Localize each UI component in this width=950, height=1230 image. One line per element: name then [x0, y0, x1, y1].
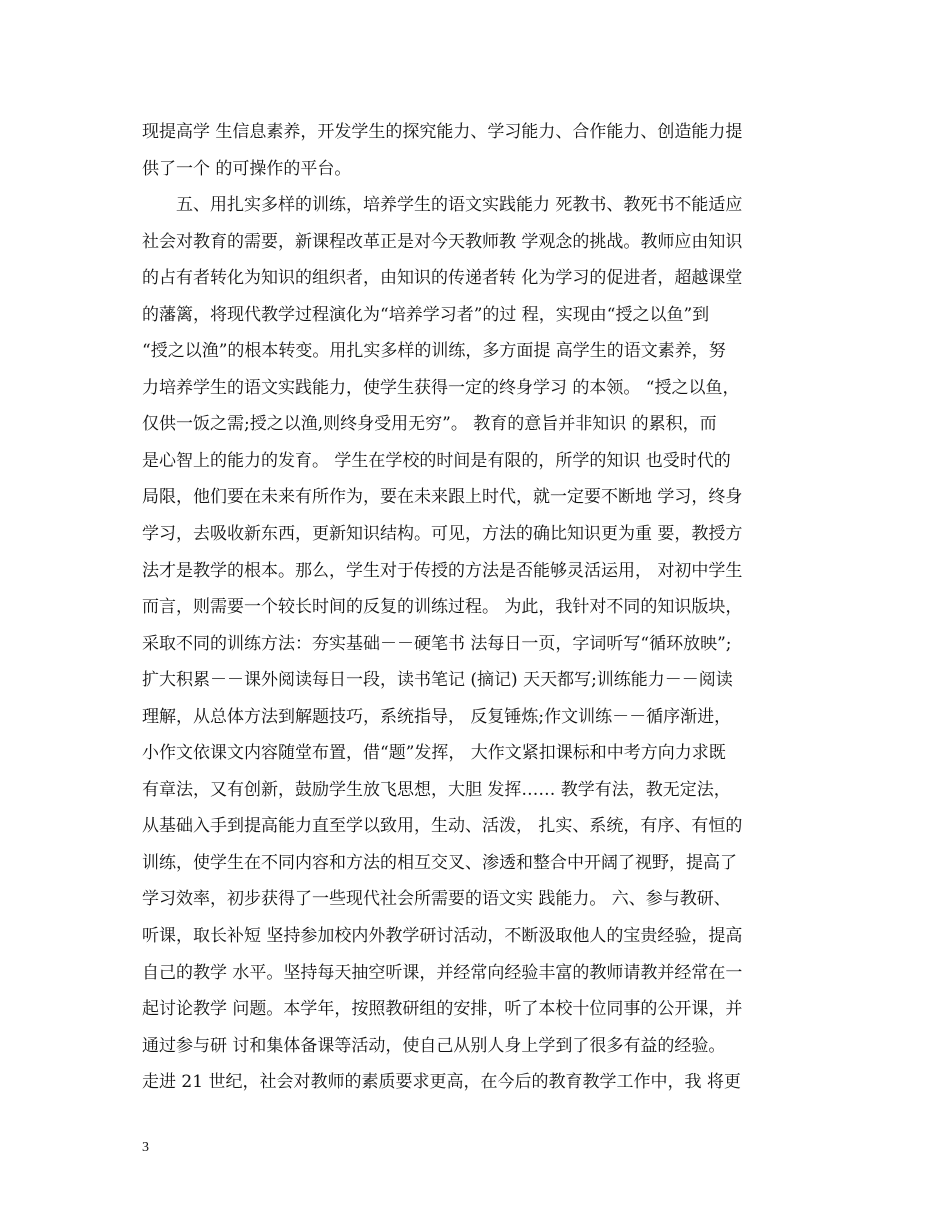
text-line: 通过参与研 讨和集体备课等活动，使自己从别人身上学到了很多有益的经验。 [142, 1035, 726, 1056]
text-line: 从基础入手到提高能力直至学以致用，生动、活泼， 扎实、系统，有序、有恒的 [142, 816, 743, 837]
text-line: 训练，使学生在不同内容和方法的相互交叉、渗透和整合中开阔了视野，提高了 [142, 852, 737, 873]
body-text [142, 114, 832, 1101]
page-number: 3 [142, 1140, 149, 1155]
text-line: 学习，去吸收新东西，更新知识结构。可见，方法的确比知识更为重 要，教授方 [142, 524, 743, 545]
text-line: 局限，他们要在未来有所作为，要在未来跟上时代，就一定要不断地 学习，终身 [142, 487, 743, 508]
text-line: 起讨论教学 问题。本学年，按照教研组的安排，听了本校十位同事的公开课，并 [142, 999, 743, 1020]
text-line: 而言，则需要一个较长时间的反复的训练过程。 为此，我针对不同的知识版块， [142, 597, 743, 618]
text-line: 现提高学 生信息素养，开发学生的探究能力、学习能力、合作能力、创造能力提 [142, 122, 743, 142]
text-line: “授之以渔”的根本转变。用扎实多样的训练，多方面提 高学生的语文素养，努 [142, 341, 726, 362]
text-line: 学习效率，初步获得了一些现代社会所需要的语文实 践能力。 六、参与教研、 [142, 889, 731, 910]
text-line: 走进 21 世纪，社会对教师的素质要求更高，在今后的教育教学工作中，我 将更 [142, 1072, 741, 1093]
text-line: 自己的教学 水平。坚持每天抽空听课，并经常向经验丰富的教师请教并经常在一 [142, 962, 743, 983]
text-line: 小作文依课文内容随堂布置，借“题”发挥， 大作文紧扣课标和中考方向力求既 [142, 743, 726, 764]
text-line: 五、用扎实多样的训练，培养学生的语文实践能力 死教书、教死书不能适应 [142, 195, 743, 216]
text-line: 理解，从总体方法到解题技巧，系统指导， 反复锤炼;作文训练－－循序渐进， [142, 706, 732, 727]
text-line: 仅供一饭之需;授之以渔,则终身受用无穷”。 教育的意旨并非知识 的累积，而 [142, 414, 717, 435]
text-line: 听课，取长补短 坚持参加校内外教学研讨活动，不断汲取他人的宝贵经验，提高 [142, 926, 743, 947]
text-line: 力培养学生的语文实践能力，使学生获得一定的终身学习 的本领。 “授之以鱼， [142, 377, 740, 398]
text-line: 供了一个 的可操作的平台。 [142, 158, 352, 179]
text-line: 是心智上的能力的发育。 学生在学校的时间是有限的，所学的知识 也受时代的 [142, 450, 731, 471]
text-line: 扩大积累－－课外阅读每日一段，读书笔记 (摘记) 天天都写;训练能力－－阅读 [142, 670, 733, 691]
text-line: 有章法，又有创新，鼓励学生放飞思想，大胆 发挥…… 教学有法，教无定法， [142, 779, 731, 800]
text-line: 法才是教学的根本。那么，学生对于传授的方法是否能够灵活运用， 对初中学生 [142, 560, 743, 581]
text-line: 的藩篱，将现代教学过程演化为“培养学习者”的过 程，实现由“授之以鱼”到 [142, 304, 710, 325]
text-line: 社会对教育的需要，新课程改革正是对今天教师教 学观念的挑战。教师应由知识 [142, 231, 743, 252]
text-line: 的占有者转化为知识的组织者，由知识的传递者转 化为学习的促进者，超越课堂 [142, 268, 743, 289]
text-line: 采取不同的训练方法：夯实基础－－硬笔书 法每日一页，字词听写“循环放映”; [142, 633, 732, 654]
